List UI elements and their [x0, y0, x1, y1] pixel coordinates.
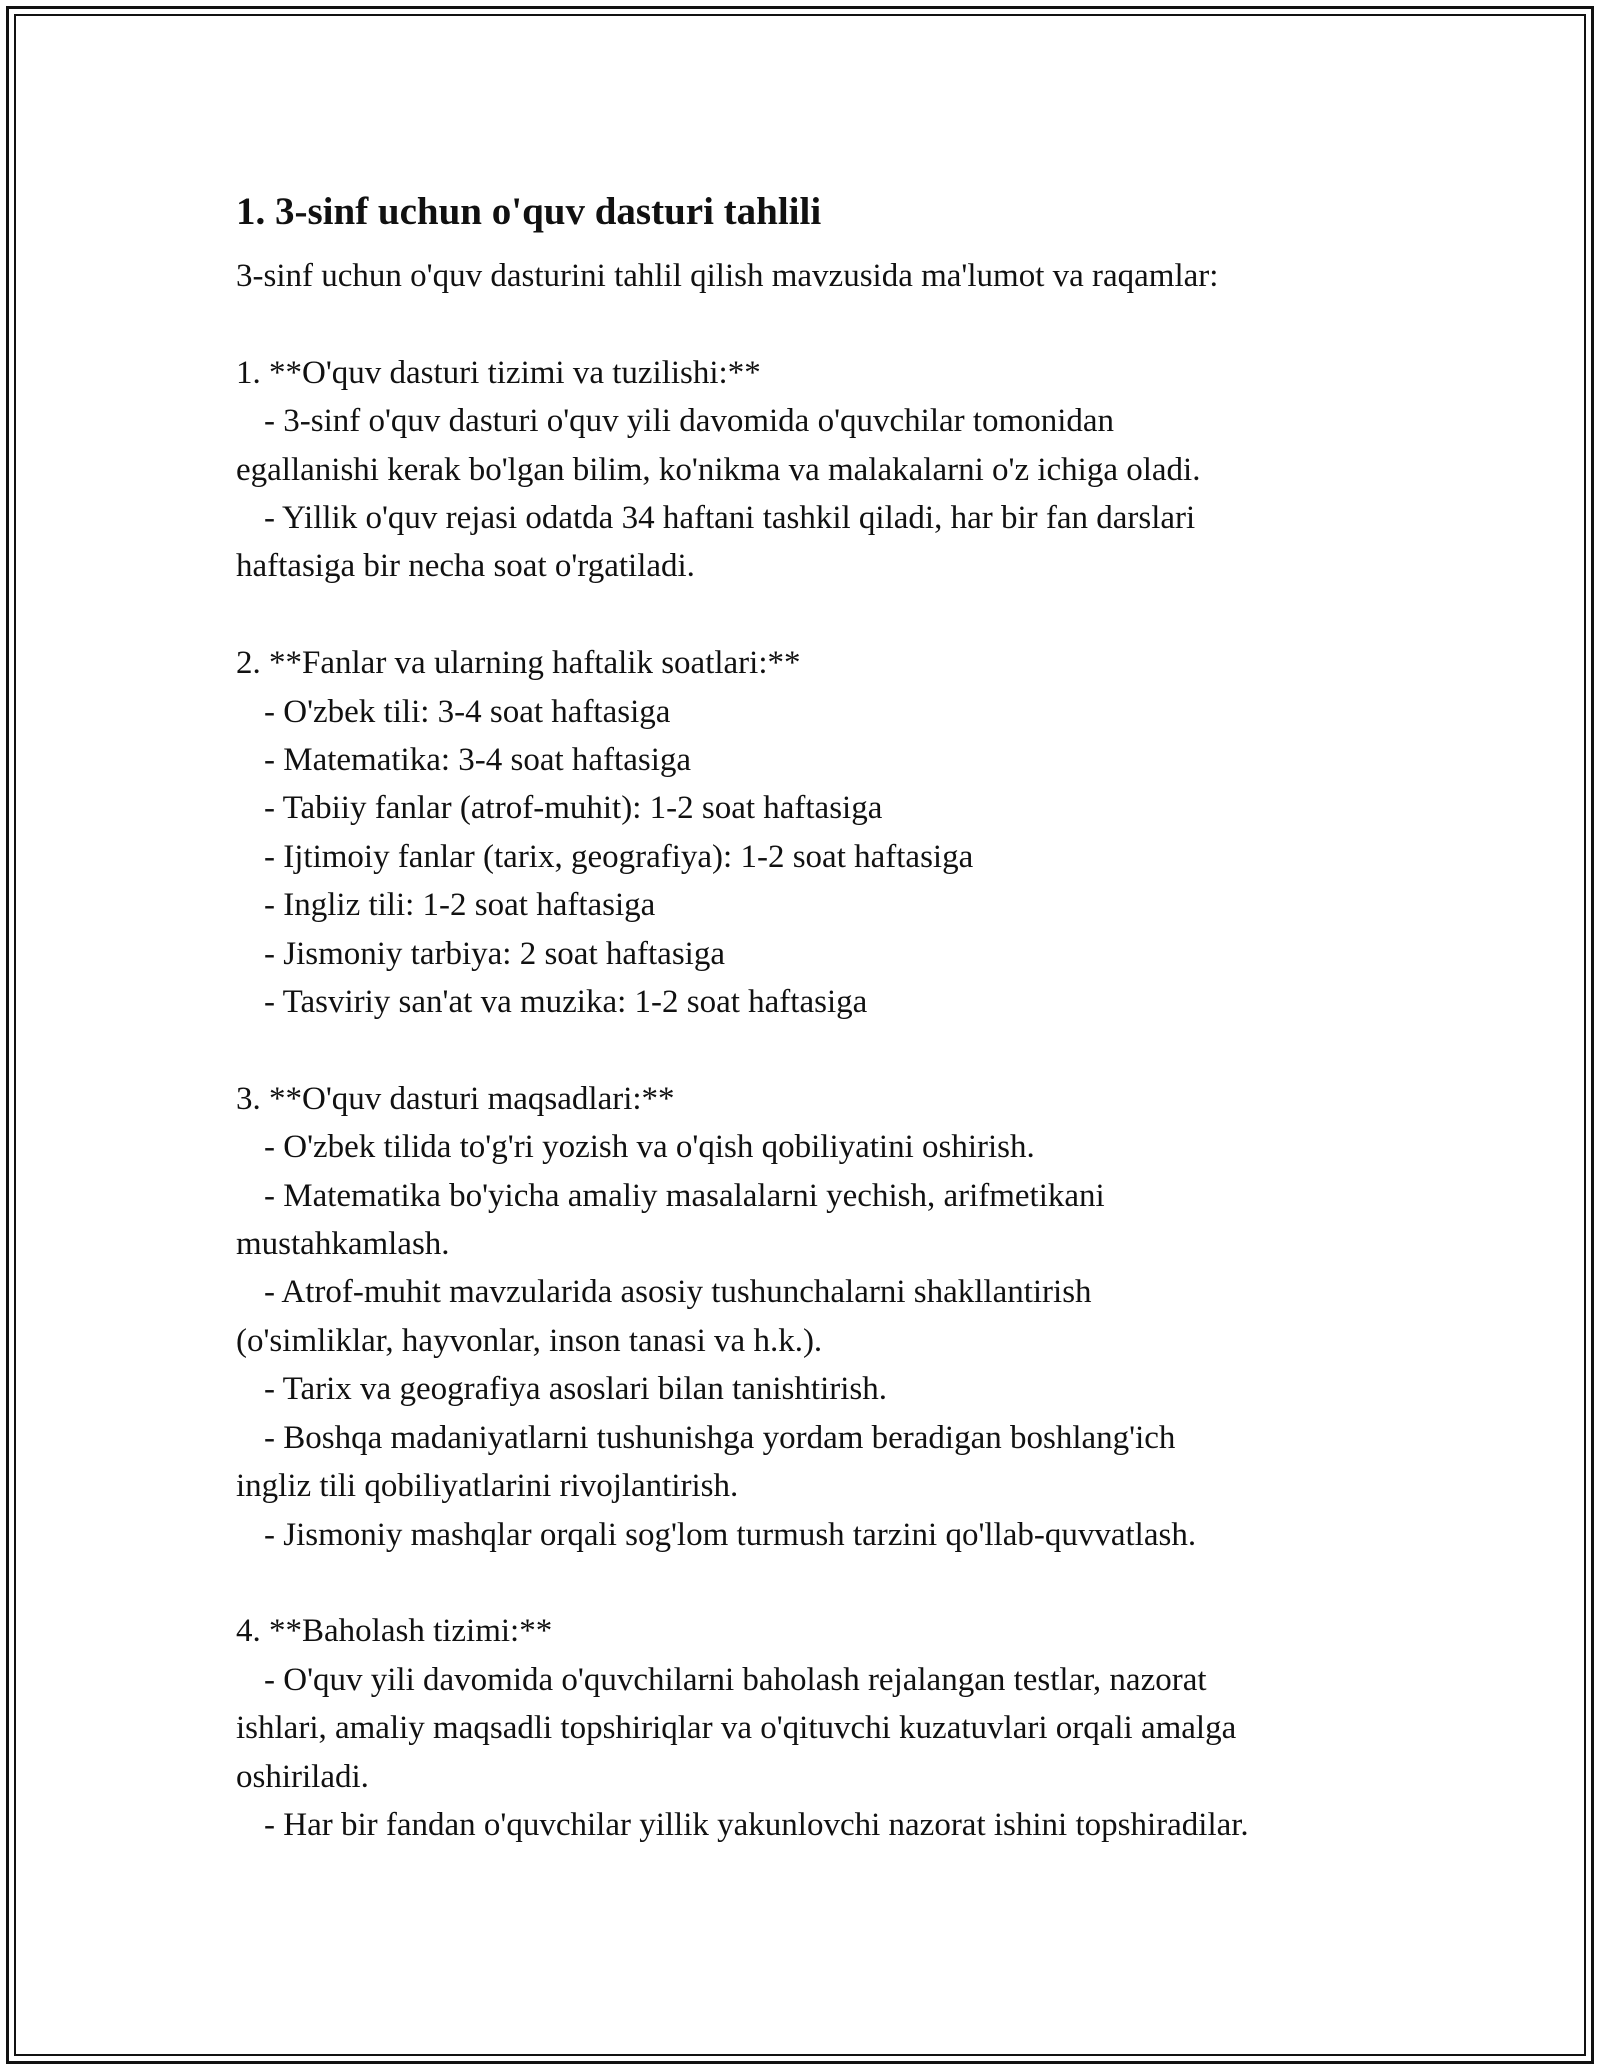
section-heading: 2. **Fanlar va ularning haftalik soatlari:**: [236, 645, 801, 682]
list-item: - Boshqa madaniyatlarni tushunishga yordam beradigan boshlang'ich ingliz tili qobiliyatlarini rivojlantirish.: [236, 1419, 1176, 1505]
list-item: - Tarix va geografiya asoslari bilan tanishtirish.: [264, 1371, 887, 1408]
list-item: - Matematika: 3-4 soat haftasiga: [264, 742, 692, 779]
list-item: - 3-sinf o'quv dasturi o'quv yili davomida o'quvchilar tomonidan egallanishi kerak bo'lgan bilim, ko'nikma va malakalarni o'z ichiga oladi.: [236, 403, 1201, 488]
list-item: - Matematika bo'yicha amaliy masalalarni yechish, arifmetikani mustahkamlash.: [236, 1177, 1105, 1263]
list-item: - O'zbek tilida to'g'ri yozish va o'qish qobiliyatini oshirish.: [264, 1129, 1035, 1166]
list-item: - Atrof-muhit mavzularida asosiy tushunchalarni shakllantirish (o'simliklar, hayvonlar, inson tanasi va h.k.).: [236, 1274, 1092, 1359]
list-item: - Ijtimoiy fanlar (tarix, geografiya): 1-2 soat haftasiga: [264, 838, 974, 875]
list-item: - O'quv yili davomida o'quvchilarni baholash rejalangan testlar, nazorat ishlari, amaliy maqsadli topshiriqlar va o'qituvchi kuzatuvlari orqali amalga oshiriladi.: [236, 1661, 1237, 1795]
section-assessment-system: [236, 1607, 1396, 1849]
section-curriculum-structure: [236, 349, 1396, 591]
list-item: - Jismoniy tarbiya: 2 soat haftasiga: [264, 935, 725, 972]
list-item: - Ingliz tili: 1-2 soat haftasiga: [264, 887, 656, 924]
document-body: [236, 182, 1396, 1849]
list-item: - O'zbek tili: 3-4 soat haftasiga: [264, 693, 671, 730]
section-heading: 3. **O'quv dasturi maqsadlari:**: [236, 1080, 675, 1117]
list-item: - Har bir fandan o'quvchilar yillik yakunlovchi nazorat ishini topshiradilar.: [264, 1806, 1249, 1843]
list-item: - Yillik o'quv rejasi odatda 34 haftani tashkil qiladi, har bir fan darslari haftasiga bir necha soat o'rgatiladi.: [236, 500, 1196, 585]
section-heading: 1. **O'quv dasturi tizimi va tuzilishi:**: [236, 354, 761, 391]
list-item: - Tasviriy san'at va muzika: 1-2 soat haftasiga: [264, 984, 868, 1021]
section-curriculum-goals: [236, 1075, 1396, 1559]
section-heading: 4. **Baholash tizimi:**: [236, 1613, 553, 1650]
list-item: - Tabiiy fanlar (atrof-muhit): 1-2 soat haftasiga: [264, 790, 883, 827]
list-item: - Jismoniy mashqlar orqali sog'lom turmush tarzini qo'llab-quvvatlash.: [264, 1516, 1197, 1553]
intro-paragraph: 3-sinf uchun o'quv dasturini tahlil qilish mavzusida ma'lumot va raqamlar:: [236, 258, 1219, 294]
section-subjects-weekly-hours: [236, 639, 1396, 1026]
page-title: 1. 3-sinf uchun o'quv dasturi tahlili: [236, 190, 822, 233]
